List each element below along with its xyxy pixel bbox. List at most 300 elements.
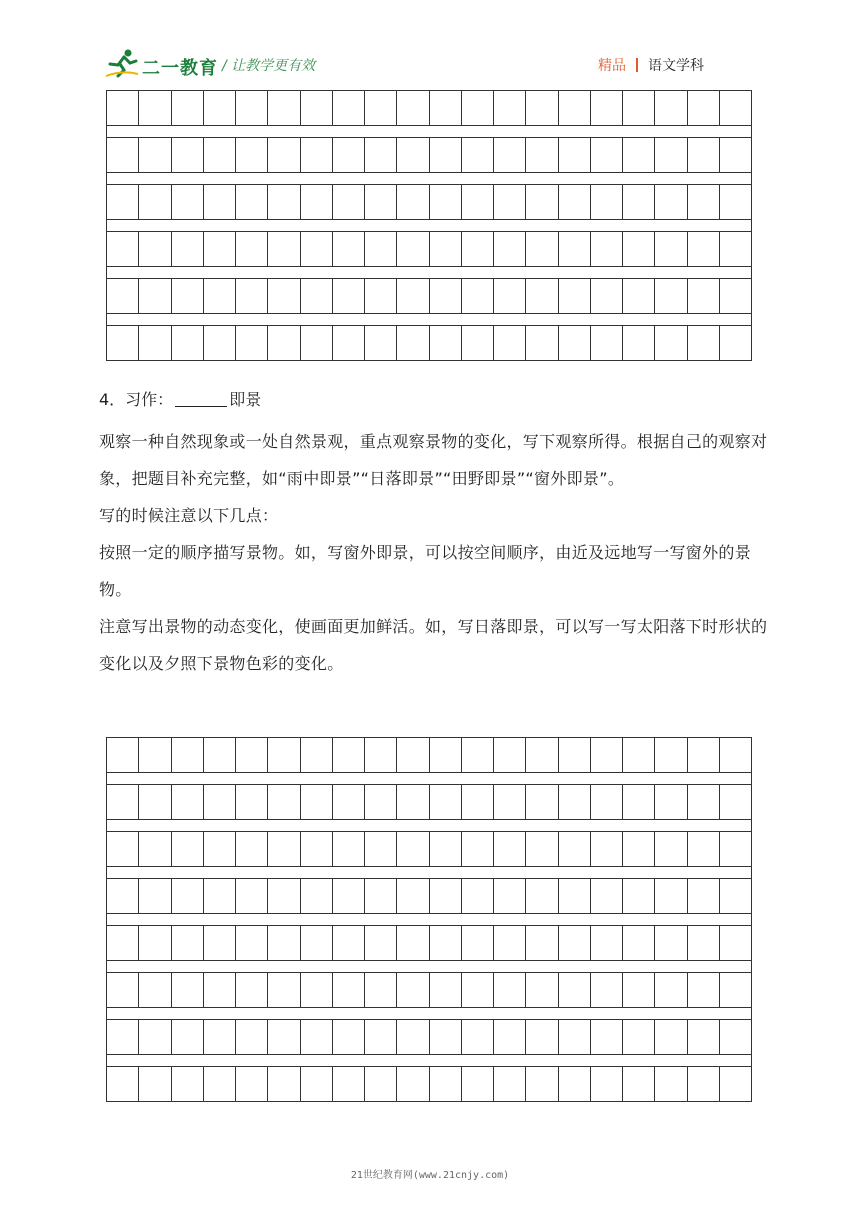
grid-cell[interactable] [397, 326, 429, 360]
grid-cell[interactable] [268, 1067, 300, 1101]
grid-cell[interactable] [204, 232, 236, 266]
grid-cell[interactable] [688, 738, 720, 772]
instruction-paragraph-4: 注意写出景物的动态变化，使画面更加鲜活。如，写日落即景，可以写一写太阳落下时形状的变化以及夕照下景物色彩的变化。 [99, 617, 768, 673]
grid-cell[interactable] [559, 91, 591, 125]
grid-cell[interactable] [139, 91, 171, 125]
grid-cell[interactable] [462, 91, 494, 125]
grid-row-gap [106, 267, 752, 278]
grid-cell[interactable] [494, 138, 526, 172]
grid-cell[interactable] [172, 832, 204, 866]
grid-cell[interactable] [526, 785, 558, 819]
grid-cell[interactable] [365, 926, 397, 960]
grid-cell[interactable] [397, 185, 429, 219]
grid-cell[interactable] [720, 138, 751, 172]
grid-cell[interactable] [655, 738, 687, 772]
grid-cell[interactable] [172, 738, 204, 772]
grid-cell[interactable] [172, 926, 204, 960]
grid-cell[interactable] [720, 973, 751, 1007]
grid-cell[interactable] [462, 879, 494, 913]
grid-cell[interactable] [559, 832, 591, 866]
grid-cell[interactable] [655, 926, 687, 960]
grid-cell[interactable] [494, 91, 526, 125]
grid-cell[interactable] [301, 232, 333, 266]
grid-cell[interactable] [268, 738, 300, 772]
grid-cell[interactable] [204, 926, 236, 960]
grid-cell[interactable] [591, 326, 623, 360]
grid-cell[interactable] [365, 326, 397, 360]
grid-cell[interactable] [172, 1067, 204, 1101]
grid-cell[interactable] [591, 1020, 623, 1054]
grid-cell[interactable] [623, 738, 655, 772]
grid-cell[interactable] [397, 138, 429, 172]
grid-cell[interactable] [236, 1067, 268, 1101]
grid-cell[interactable] [655, 279, 687, 313]
grid-cell[interactable] [333, 232, 365, 266]
grid-cell[interactable] [139, 232, 171, 266]
grid-cell[interactable] [301, 326, 333, 360]
grid-cell[interactable] [526, 973, 558, 1007]
writing-grid-bottom[interactable] [106, 737, 752, 1102]
grid-cell[interactable] [333, 91, 365, 125]
grid-cell[interactable] [559, 973, 591, 1007]
grid-cell[interactable] [494, 1020, 526, 1054]
grid-cell[interactable] [591, 832, 623, 866]
grid-cell[interactable] [559, 1020, 591, 1054]
grid-cell[interactable] [236, 926, 268, 960]
grid-cell[interactable] [139, 926, 171, 960]
grid-cell[interactable] [301, 138, 333, 172]
grid-cell[interactable] [462, 185, 494, 219]
grid-row [106, 737, 752, 773]
grid-cell[interactable] [623, 232, 655, 266]
grid-cell[interactable] [623, 973, 655, 1007]
grid-cell[interactable] [430, 879, 462, 913]
grid-cell[interactable] [688, 138, 720, 172]
grid-row [106, 1019, 752, 1055]
grid-cell[interactable] [526, 738, 558, 772]
grid-cell[interactable] [333, 879, 365, 913]
grid-cell[interactable] [688, 1067, 720, 1101]
grid-cell[interactable] [236, 1020, 268, 1054]
grid-cell[interactable] [430, 832, 462, 866]
grid-cell[interactable] [172, 138, 204, 172]
grid-cell[interactable] [688, 91, 720, 125]
grid-cell[interactable] [494, 279, 526, 313]
grid-cell[interactable] [623, 91, 655, 125]
grid-cell[interactable] [688, 785, 720, 819]
grid-cell[interactable] [139, 279, 171, 313]
grid-cell[interactable] [655, 138, 687, 172]
grid-cell[interactable] [591, 879, 623, 913]
grid-cell[interactable] [204, 91, 236, 125]
grid-cell[interactable] [301, 879, 333, 913]
grid-cell[interactable] [397, 832, 429, 866]
grid-cell[interactable] [172, 1020, 204, 1054]
grid-cell[interactable] [720, 785, 751, 819]
grid-cell[interactable] [655, 326, 687, 360]
grid-cell[interactable] [720, 91, 751, 125]
grid-cell[interactable] [236, 279, 268, 313]
grid-cell[interactable] [623, 1020, 655, 1054]
grid-cell[interactable] [559, 1067, 591, 1101]
grid-cell[interactable] [107, 832, 139, 866]
grid-cell[interactable] [623, 185, 655, 219]
grid-cell[interactable] [236, 138, 268, 172]
grid-cell[interactable] [268, 326, 300, 360]
grid-cell[interactable] [204, 326, 236, 360]
grid-cell[interactable] [365, 879, 397, 913]
instruction-paragraph-2: 写的时候注意以下几点： [99, 506, 279, 525]
grid-cell[interactable] [430, 973, 462, 1007]
grid-cell[interactable] [688, 973, 720, 1007]
grid-cell[interactable] [494, 832, 526, 866]
grid-cell[interactable] [365, 832, 397, 866]
grid-cell[interactable] [623, 326, 655, 360]
grid-cell[interactable] [430, 138, 462, 172]
grid-cell[interactable] [172, 232, 204, 266]
grid-cell[interactable] [268, 785, 300, 819]
grid-cell[interactable] [526, 832, 558, 866]
runner-logo-icon [104, 48, 140, 78]
grid-cell[interactable] [139, 326, 171, 360]
grid-cell[interactable] [268, 926, 300, 960]
grid-row-gap [106, 314, 752, 325]
grid-cell[interactable] [365, 973, 397, 1007]
grid-cell[interactable] [430, 1020, 462, 1054]
grid-cell[interactable] [301, 832, 333, 866]
grid-cell[interactable] [559, 185, 591, 219]
page-header [0, 0, 860, 88]
grid-cell[interactable] [462, 926, 494, 960]
grid-cell[interactable] [139, 973, 171, 1007]
grid-cell[interactable] [333, 785, 365, 819]
grid-cell[interactable] [397, 232, 429, 266]
grid-cell[interactable] [720, 879, 751, 913]
grid-cell[interactable] [720, 738, 751, 772]
grid-cell[interactable] [494, 326, 526, 360]
grid-cell[interactable] [236, 91, 268, 125]
grid-cell[interactable] [720, 832, 751, 866]
grid-cell[interactable] [107, 973, 139, 1007]
grid-cell[interactable] [655, 832, 687, 866]
grid-cell[interactable] [107, 1020, 139, 1054]
grid-cell[interactable] [591, 138, 623, 172]
grid-cell[interactable] [559, 279, 591, 313]
grid-cell[interactable] [655, 879, 687, 913]
grid-cell[interactable] [591, 785, 623, 819]
grid-cell[interactable] [172, 185, 204, 219]
grid-cell[interactable] [720, 1067, 751, 1101]
grid-cell[interactable] [688, 232, 720, 266]
grid-cell[interactable] [139, 738, 171, 772]
grid-cell[interactable] [720, 232, 751, 266]
grid-cell[interactable] [268, 138, 300, 172]
grid-cell[interactable] [107, 326, 139, 360]
grid-cell[interactable] [559, 232, 591, 266]
grid-cell[interactable] [268, 185, 300, 219]
grid-cell[interactable] [397, 738, 429, 772]
grid-cell[interactable] [236, 232, 268, 266]
grid-cell[interactable] [204, 138, 236, 172]
grid-cell[interactable] [301, 185, 333, 219]
grid-cell[interactable] [236, 832, 268, 866]
grid-cell[interactable] [462, 1020, 494, 1054]
grid-cell[interactable] [720, 1020, 751, 1054]
grid-cell[interactable] [494, 1067, 526, 1101]
grid-cell[interactable] [430, 1067, 462, 1101]
grid-cell[interactable] [430, 785, 462, 819]
grid-cell[interactable] [462, 738, 494, 772]
grid-cell[interactable] [526, 879, 558, 913]
grid-cell[interactable] [462, 232, 494, 266]
grid-cell[interactable] [333, 1020, 365, 1054]
grid-cell[interactable] [526, 279, 558, 313]
grid-cell[interactable] [333, 738, 365, 772]
grid-cell[interactable] [107, 232, 139, 266]
grid-cell[interactable] [301, 279, 333, 313]
grid-row [106, 972, 752, 1008]
grid-cell[interactable] [236, 973, 268, 1007]
grid-cell[interactable] [688, 1020, 720, 1054]
grid-cell[interactable] [301, 1020, 333, 1054]
grid-cell[interactable] [139, 1067, 171, 1101]
grid-cell[interactable] [365, 91, 397, 125]
grid-cell[interactable] [430, 326, 462, 360]
grid-cell[interactable] [591, 91, 623, 125]
grid-cell[interactable] [397, 1067, 429, 1101]
grid-cell[interactable] [268, 973, 300, 1007]
grid-cell[interactable] [172, 91, 204, 125]
grid-cell[interactable] [236, 879, 268, 913]
grid-cell[interactable] [333, 279, 365, 313]
grid-cell[interactable] [107, 879, 139, 913]
grid-cell[interactable] [655, 1020, 687, 1054]
grid-cell[interactable] [365, 738, 397, 772]
grid-cell[interactable] [204, 785, 236, 819]
grid-cell[interactable] [494, 973, 526, 1007]
grid-cell[interactable] [107, 279, 139, 313]
grid-cell[interactable] [462, 1067, 494, 1101]
grid-cell[interactable] [462, 785, 494, 819]
grid-cell[interactable] [430, 926, 462, 960]
grid-cell[interactable] [462, 279, 494, 313]
grid-cell[interactable] [526, 926, 558, 960]
grid-cell[interactable] [268, 879, 300, 913]
grid-cell[interactable] [720, 926, 751, 960]
grid-cell[interactable] [204, 1067, 236, 1101]
grid-cell[interactable] [526, 1067, 558, 1101]
grid-cell[interactable] [494, 785, 526, 819]
grid-cell[interactable] [462, 832, 494, 866]
grid-cell[interactable] [623, 879, 655, 913]
grid-cell[interactable] [591, 279, 623, 313]
grid-cell[interactable] [107, 91, 139, 125]
grid-cell[interactable] [365, 232, 397, 266]
grid-cell[interactable] [172, 973, 204, 1007]
grid-cell[interactable] [204, 832, 236, 866]
grid-cell[interactable] [139, 185, 171, 219]
grid-cell[interactable] [462, 138, 494, 172]
grid-cell[interactable] [333, 973, 365, 1007]
grid-cell[interactable] [430, 232, 462, 266]
grid-cell[interactable] [301, 738, 333, 772]
grid-cell[interactable] [526, 326, 558, 360]
grid-cell[interactable] [268, 832, 300, 866]
grid-row-gap [106, 1055, 752, 1066]
grid-cell[interactable] [397, 926, 429, 960]
grid-cell[interactable] [301, 785, 333, 819]
grid-cell[interactable] [655, 185, 687, 219]
grid-cell[interactable] [365, 1020, 397, 1054]
grid-cell[interactable] [139, 832, 171, 866]
grid-cell[interactable] [623, 785, 655, 819]
grid-cell[interactable] [333, 138, 365, 172]
grid-cell[interactable] [494, 185, 526, 219]
grid-cell[interactable] [333, 1067, 365, 1101]
grid-cell[interactable] [623, 832, 655, 866]
grid-cell[interactable] [172, 279, 204, 313]
grid-cell[interactable] [688, 279, 720, 313]
grid-cell[interactable] [397, 91, 429, 125]
grid-cell[interactable] [526, 138, 558, 172]
grid-cell[interactable] [623, 1067, 655, 1101]
grid-cell[interactable] [623, 138, 655, 172]
grid-cell[interactable] [365, 785, 397, 819]
grid-row [106, 231, 752, 267]
grid-cell[interactable] [236, 738, 268, 772]
grid-cell[interactable] [268, 232, 300, 266]
grid-cell[interactable] [720, 279, 751, 313]
grid-cell[interactable] [559, 138, 591, 172]
grid-cell[interactable] [655, 973, 687, 1007]
grid-cell[interactable] [559, 926, 591, 960]
grid-cell[interactable] [107, 738, 139, 772]
grid-cell[interactable] [688, 832, 720, 866]
grid-cell[interactable] [688, 926, 720, 960]
grid-cell[interactable] [107, 185, 139, 219]
grid-cell[interactable] [107, 138, 139, 172]
grid-row [106, 278, 752, 314]
writing-grid-top[interactable] [106, 90, 752, 361]
grid-cell[interactable] [462, 326, 494, 360]
slogan: / 让教学更有效 [222, 58, 316, 74]
grid-cell[interactable] [430, 279, 462, 313]
grid-cell[interactable] [526, 1020, 558, 1054]
grid-cell[interactable] [494, 738, 526, 772]
grid-cell[interactable] [591, 738, 623, 772]
grid-cell[interactable] [559, 326, 591, 360]
grid-cell[interactable] [333, 832, 365, 866]
grid-cell[interactable] [526, 232, 558, 266]
grid-cell[interactable] [268, 1020, 300, 1054]
grid-cell[interactable] [139, 879, 171, 913]
title-blank[interactable] [175, 388, 227, 407]
grid-cell[interactable] [204, 879, 236, 913]
grid-cell[interactable] [139, 785, 171, 819]
logo-text: 二一教育 [142, 58, 218, 79]
grid-cell[interactable] [526, 185, 558, 219]
grid-cell[interactable] [462, 973, 494, 1007]
grid-cell[interactable] [591, 185, 623, 219]
grid-cell[interactable] [655, 785, 687, 819]
grid-cell[interactable] [559, 879, 591, 913]
grid-cell[interactable] [365, 138, 397, 172]
grid-cell[interactable] [365, 279, 397, 313]
grid-cell[interactable] [430, 185, 462, 219]
grid-cell[interactable] [430, 91, 462, 125]
grid-cell[interactable] [688, 879, 720, 913]
grid-cell[interactable] [139, 138, 171, 172]
grid-cell[interactable] [623, 279, 655, 313]
grid-cell[interactable] [591, 232, 623, 266]
grid-cell[interactable] [172, 326, 204, 360]
grid-cell[interactable] [397, 973, 429, 1007]
grid-cell[interactable] [333, 185, 365, 219]
grid-cell[interactable] [268, 279, 300, 313]
grid-cell[interactable] [720, 326, 751, 360]
grid-cell[interactable] [204, 279, 236, 313]
grid-cell[interactable] [172, 879, 204, 913]
grid-cell[interactable] [559, 785, 591, 819]
grid-cell[interactable] [107, 785, 139, 819]
grid-cell[interactable] [591, 926, 623, 960]
grid-cell[interactable] [236, 185, 268, 219]
grid-cell[interactable] [107, 1067, 139, 1101]
grid-cell[interactable] [172, 785, 204, 819]
grid-cell[interactable] [365, 1067, 397, 1101]
grid-cell[interactable] [107, 926, 139, 960]
grid-cell[interactable] [720, 185, 751, 219]
grid-cell[interactable] [623, 926, 655, 960]
grid-cell[interactable] [397, 785, 429, 819]
grid-cell[interactable] [397, 1020, 429, 1054]
grid-cell[interactable] [591, 1067, 623, 1101]
grid-cell[interactable] [236, 326, 268, 360]
grid-cell[interactable] [333, 926, 365, 960]
grid-cell[interactable] [688, 326, 720, 360]
grid-cell[interactable] [688, 185, 720, 219]
grid-cell[interactable] [526, 91, 558, 125]
grid-cell[interactable] [333, 326, 365, 360]
grid-cell[interactable] [494, 926, 526, 960]
grid-cell[interactable] [591, 973, 623, 1007]
grid-cell[interactable] [397, 279, 429, 313]
grid-cell[interactable] [204, 1020, 236, 1054]
grid-cell[interactable] [301, 973, 333, 1007]
grid-cell[interactable] [494, 879, 526, 913]
grid-cell[interactable] [204, 738, 236, 772]
grid-cell[interactable] [301, 91, 333, 125]
grid-cell[interactable] [301, 1067, 333, 1101]
grid-cell[interactable] [494, 232, 526, 266]
grid-cell[interactable] [301, 926, 333, 960]
grid-row-gap [106, 961, 752, 972]
grid-cell[interactable] [268, 91, 300, 125]
grid-cell[interactable] [204, 973, 236, 1007]
grid-cell[interactable] [430, 738, 462, 772]
grid-cell[interactable] [397, 879, 429, 913]
grid-cell[interactable] [204, 185, 236, 219]
grid-cell[interactable] [559, 738, 591, 772]
grid-cell[interactable] [655, 91, 687, 125]
instruction-paragraph-3: 按照一定的顺序描写景物。如，写窗外即景，可以按空间顺序，由近及远地写一写窗外的景物。 [99, 543, 752, 599]
grid-row [106, 831, 752, 867]
grid-cell[interactable] [365, 185, 397, 219]
grid-cell[interactable] [236, 785, 268, 819]
grid-cell[interactable] [655, 1067, 687, 1101]
grid-cell[interactable] [655, 232, 687, 266]
grid-cell[interactable] [139, 1020, 171, 1054]
